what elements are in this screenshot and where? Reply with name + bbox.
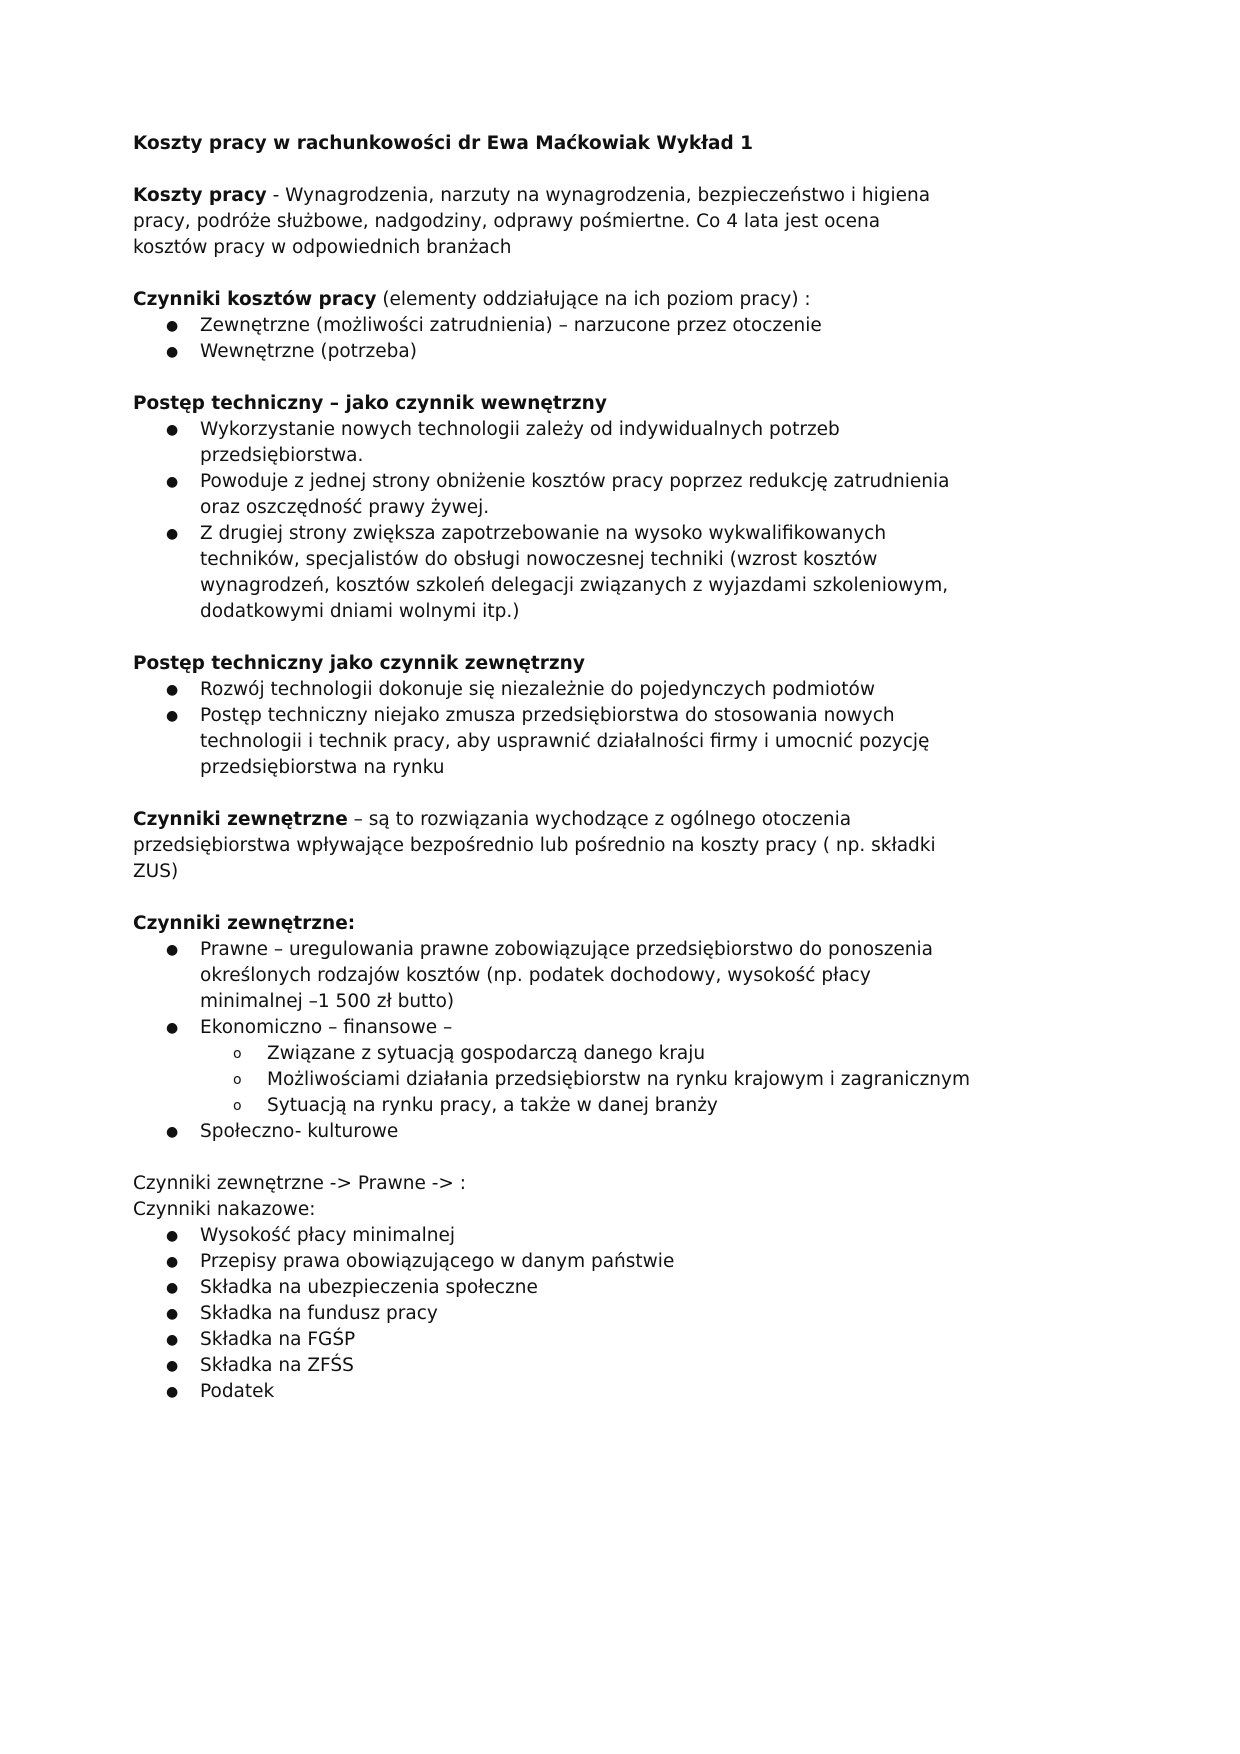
list-item: ● Podatek	[133, 1379, 1133, 1405]
bullet-icon: ●	[166, 1254, 179, 1270]
bullet-icon: ●	[166, 1280, 179, 1296]
sub-list-item: o Możliwościami działania przedsiębiorstw na rynku krajowym i zagranicznym	[133, 1067, 1133, 1093]
list-item: ● Społeczno- kulturowe	[133, 1119, 1133, 1145]
list-item: ● Składka na fundusz pracy	[133, 1301, 1133, 1327]
bullet-icon: ●	[166, 1384, 179, 1400]
list-item: ● Powoduje z jednej strony obniżenie kosztów pracy poprzez redukcję zatrudnienia oraz oszczędność prawy żywej.	[166, 471, 950, 518]
list-item: ● Z drugiej strony zwiększa zapotrzebowanie na wysoko wykwalifikowanych techników, specjalistów do obsługi nowoczesnej techniki (wzrost kosztów wynagrodzeń, kosztów szkoleń delegacji związanych z wyjazdami szkoleniowym, dodatkowymi dniami wolnymi itp.)	[166, 523, 949, 622]
section-heading: Czynniki zewnętrzne:	[133, 913, 356, 934]
bullet-icon: ●	[166, 1358, 179, 1374]
sub-list-item: o Związane z sytuacją gospodarczą danego kraju	[133, 1041, 1133, 1067]
bullet-icon: ●	[166, 318, 179, 334]
section-postep-wewnetrzny	[133, 391, 1133, 625]
section-czynniki-kosztow: Czynniki kosztów pracy (elementy oddziałujące na ich poziom pracy) : ● Zewnętrzne (możliwości zatrudnienia) – narzucone przez otoczenie ● Wewnętrzne (potrzeba)	[133, 287, 1133, 365]
list-item: ● Składka na ubezpieczenia społeczne	[133, 1275, 1133, 1301]
list-item: ● Składka na FGŚP	[133, 1327, 1133, 1353]
bullet-icon: ●	[166, 1020, 179, 1036]
paragraph-czynniki-zewnetrzne: Czynniki zewnętrzne – są to rozwiązania wychodzące z ogólnego otoczenia przedsiębiorstwa wpływające bezpośrednio lub pośrednio na koszty pracy ( np. składki ZUS)	[133, 809, 936, 882]
bullet-icon: ●	[166, 1124, 179, 1140]
section-heading: Postęp techniczny – jako czynnik wewnętrzny	[133, 393, 607, 414]
paragraph-koszty-pracy: Koszty pracy - Wynagrodzenia, narzuty na wynagrodzenia, bezpieczeństwo i higiena pracy, podróże służbowe, nadgodziny, odprawy pośmiertne. Co 4 lata jest ocena kosztów pracy w odpowiednich branżach	[133, 185, 931, 258]
circle-bullet-icon: o	[233, 1072, 242, 1088]
list-item: ● Wysokość płacy minimalnej	[133, 1223, 1133, 1249]
list-item: ● Wewnętrzne (potrzeba)	[133, 339, 1133, 365]
list-item: ● Zewnętrzne (możliwości zatrudnienia) – narzucone przez otoczenie	[133, 313, 1133, 339]
list-item: ● Postęp techniczny niejako zmusza przedsiębiorstwa do stosowania nowych technologii i technik pracy, aby usprawnić działalności firmy i umocnić pozycję przedsiębiorstwa na rynku	[166, 705, 930, 778]
document-page	[133, 131, 1133, 1405]
section-czynniki-zewnetrzne	[133, 911, 1133, 1145]
bullet-icon: ●	[166, 682, 179, 698]
section-heading: Postęp techniczny jako czynnik zewnętrzny	[133, 653, 585, 674]
list-item: ● Rozwój technologii dokonuje się niezależnie do pojedynczych podmiotów	[133, 677, 1133, 703]
list-item: ● Ekonomiczno – finansowe –	[133, 1015, 1133, 1041]
circle-bullet-icon: o	[233, 1046, 242, 1062]
bullet-icon: ●	[166, 344, 179, 360]
bullet-icon: ●	[166, 1306, 179, 1322]
term: Koszty pracy	[133, 185, 267, 206]
bullet-icon: ●	[166, 708, 179, 724]
section-czynniki-nakazowe: Czynniki zewnętrzne -> Prawne -> : Czynniki nakazowe: ● Wysokość płacy minimalnej ● Przepisy prawa obowiązującego w danym państwie ● Składka na ubezpieczenia społeczne ● Składka na fundusz pracy ● Składka na FGŚP ● Składka na ZFŚS ● Podatek	[133, 1171, 1133, 1405]
list-item: ● Prawne – uregulowania prawne zobowiązujące przedsiębiorstwo do ponoszenia określonych rodzajów kosztów (np. podatek dochodowy, wysokość płacy minimalnej –1 500 zł butto)	[166, 939, 934, 1012]
list-item: ● Wykorzystanie nowych technologii zależy od indywidualnych potrzeb przedsiębiorstwa.	[166, 419, 840, 466]
bullet-icon: ●	[166, 422, 179, 438]
list-item: ● Składka na ZFŚS	[133, 1353, 1133, 1379]
sub-list-item: o Sytuacją na rynku pracy, a także w danej branży	[133, 1093, 1133, 1119]
bullet-icon: ●	[166, 1228, 179, 1244]
bullet-icon: ●	[166, 1332, 179, 1348]
section-postep-zewnetrzny	[133, 651, 1133, 781]
list-item: ● Przepisy prawa obowiązującego w danym państwie	[133, 1249, 1133, 1275]
bullet-icon: ●	[166, 526, 179, 542]
bullet-icon: ●	[166, 942, 179, 958]
bullet-icon: ●	[166, 474, 179, 490]
document-title: Koszty pracy w rachunkowości dr Ewa Maćkowiak Wykład 1	[133, 133, 754, 154]
circle-bullet-icon: o	[233, 1098, 242, 1114]
